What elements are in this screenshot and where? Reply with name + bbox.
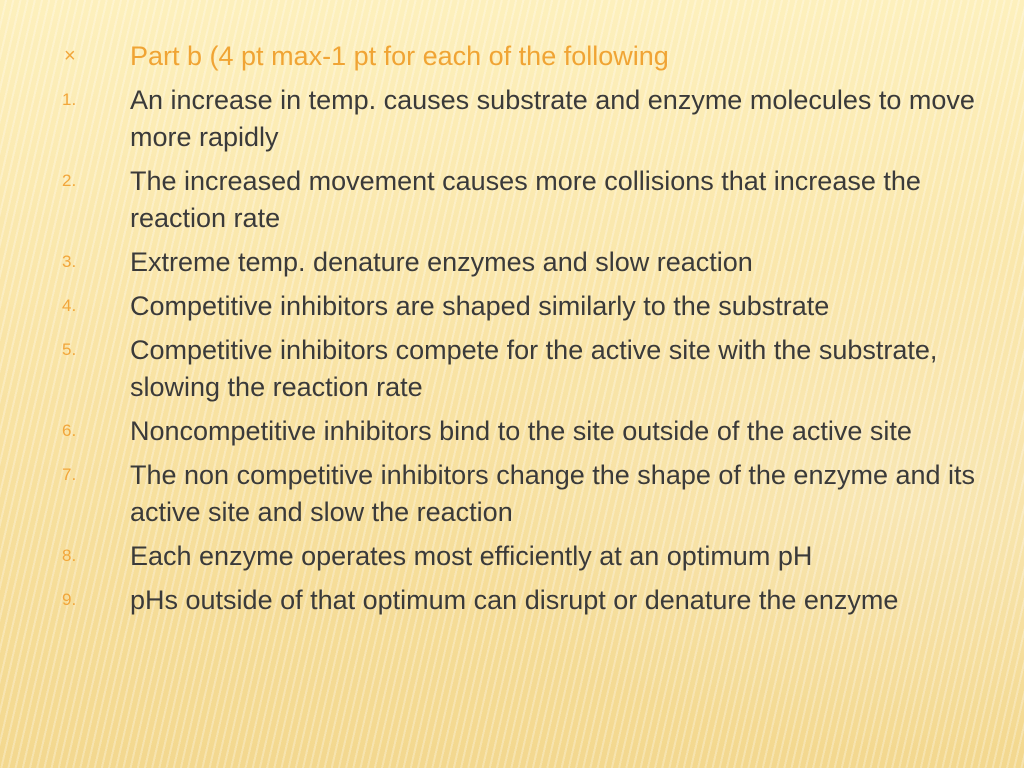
heading-text: Part b (4 pt max-1 pt for each of the following [130, 41, 669, 71]
list-item [56, 244, 976, 281]
item-number: 4. [62, 296, 77, 315]
bullet-list [56, 38, 976, 626]
item-number: 7. [62, 465, 77, 484]
item-number: 8. [62, 546, 77, 565]
list-item [56, 538, 976, 575]
list-item [56, 457, 976, 531]
item-text: The non competitive inhibitors change the shape of the enzyme and its active site and slow the reaction [130, 460, 976, 527]
item-number: 2. [62, 171, 77, 190]
item-number: 3. [62, 252, 77, 271]
heading-row [56, 38, 976, 75]
item-number: 6. [62, 421, 77, 440]
list-item [56, 332, 976, 406]
item-number: 9. [62, 590, 77, 609]
list-item [56, 582, 976, 619]
item-text: pHs outside of that optimum can disrupt or denature the enzyme [130, 585, 899, 615]
item-text: An increase in temp. causes substrate and enzyme molecules to move more rapidly [130, 85, 975, 152]
x-bullet-icon: × [64, 45, 76, 67]
item-text: Noncompetitive inhibitors bind to the site outside of the active site [130, 416, 912, 446]
item-text: Competitive inhibitors compete for the active site with the substrate, slowing the reaction rate [130, 335, 938, 402]
list-item [56, 413, 976, 450]
list-item [56, 82, 976, 156]
item-number: 1. [62, 90, 77, 109]
item-text: The increased movement causes more collisions that increase the reaction rate [130, 166, 921, 233]
list-item [56, 288, 976, 325]
item-text: Extreme temp. denature enzymes and slow reaction [130, 247, 753, 277]
item-text: Each enzyme operates most efficiently at an optimum pH [130, 541, 813, 571]
item-text: Competitive inhibitors are shaped similarly to the substrate [130, 291, 830, 321]
list-item [56, 163, 976, 237]
item-number: 5. [62, 340, 77, 359]
